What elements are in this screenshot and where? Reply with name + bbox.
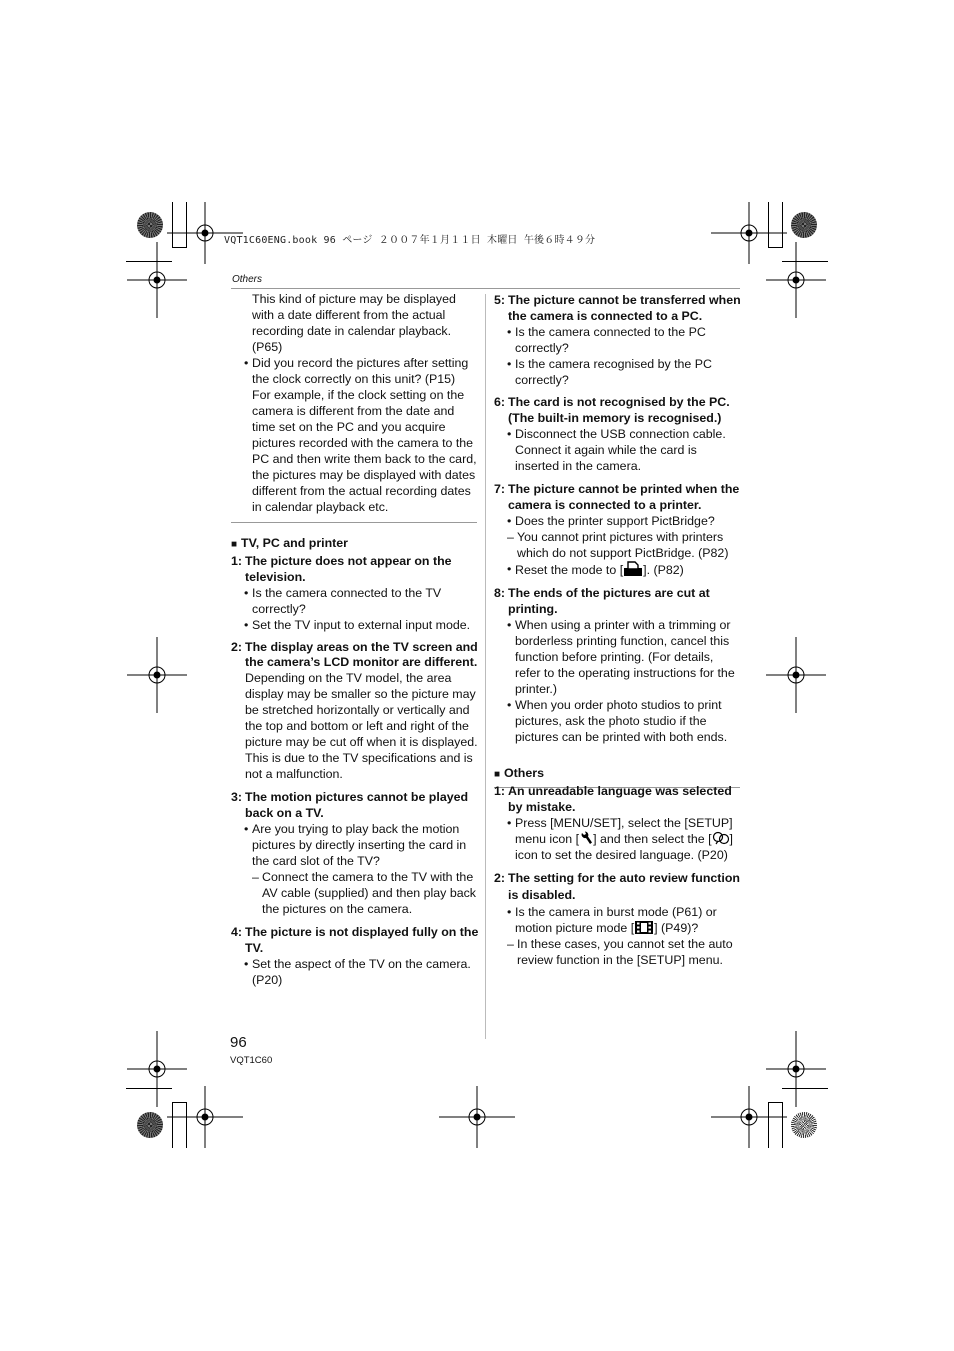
bullet-item: • Are you trying to play back the motion pictures by directly inserting the card in the card slot of the TV?	[244, 821, 479, 869]
header-rule	[231, 288, 740, 289]
bullet-item: • Does the printer support PictBridge?	[507, 513, 741, 529]
bullet-item: • When you order photo studios to print pictures, ask the photo studio if the pictures can be printed with both ends.	[507, 697, 741, 745]
language-icon	[712, 831, 730, 846]
dash-item: – You cannot print pictures with printers which do not support PictBridge. (P82)	[507, 529, 741, 561]
left-column	[231, 291, 479, 988]
bullet-item: • Set the aspect of the TV on the camera. (P20)	[244, 956, 479, 988]
section-heading-others: ■ Others	[494, 765, 741, 783]
question-3: 3: The motion pictures cannot be played back on a TV.	[231, 790, 469, 820]
dash-item: – Connect the camera to the TV with the AV cable (supplied) and then play back the pictures on the camera.	[252, 869, 479, 917]
bullet-item: • Is the camera in burst mode (P61) or motion picture mode [ ] (P49)?	[507, 904, 741, 936]
dash-item: – In these cases, you cannot set the auto review function in the [SETUP] menu.	[507, 936, 741, 968]
question-4: 4: The picture is not displayed fully on the TV.	[231, 925, 479, 955]
answer-text: Depending on the TV model, the area display may be smaller so the picture may be stretched horizontally or vertically and the top and bottom or left and right of the picture may be cut off when it is displayed. This is due to the TV specifications and is not a malfunction.	[245, 671, 478, 781]
bullet-item: • Disconnect the USB connection cable. Connect it again while the card is inserted in the camera.	[507, 426, 741, 474]
question-5: 5: The picture cannot be transferred when the camera is connected to a PC.	[494, 293, 741, 323]
model-code: VQT1C60	[230, 1055, 273, 1066]
motion-picture-icon	[634, 920, 654, 935]
bullet-item: • Is the camera connected to the TV correctly?	[244, 585, 479, 617]
bullet-item: • Did you record the pictures after setting the clock correctly on this unit? (P15) For example, if the clock setting on the camera is different from the date and time set on the PC and you acquire pictures recorded with the camera to the PC and then write them back to the card, the pictures may be displayed with dates different from the actual recording dates in calendar playback etc.	[244, 355, 479, 515]
page-number: 96	[230, 1034, 247, 1051]
wrench-icon	[579, 831, 593, 846]
others-question-2: 2: The setting for the auto review function is disabled.	[494, 871, 740, 902]
file-info-line: VQT1C60ENG.book 96 ページ ２００７年１月１１日 木曜日 午後６時４９分	[224, 235, 596, 246]
bullet-item: • Is the camera recognised by the PC correctly?	[507, 356, 741, 388]
question-1: 1: The picture does not appear on the television.	[231, 554, 452, 584]
question-7: 7: The picture cannot be printed when the camera is connected to a printer.	[494, 482, 740, 512]
others-question-1: 1: An unreadable language was selected by mistake.	[494, 784, 732, 814]
section-label: Others	[232, 274, 263, 285]
question-8: 8: The ends of the pictures are cut at printing.	[494, 586, 710, 616]
question-2: 2: The display areas on the TV screen and the camera’s LCD monitor are different.	[231, 640, 478, 669]
bullet-item: • Is the camera connected to the PC correctly?	[507, 324, 741, 356]
bullet-item: • When using a printer with a trimming or borderless printing function, cancel this function before printing. (For details, refer to the operating instructions for the printer.)	[507, 617, 741, 697]
section-heading-tv-pc-printer: ■ TV, PC and printer	[231, 535, 479, 553]
question-6: 6: The card is not recognised by the PC. (The built-in memory is recognised.)	[494, 395, 730, 425]
bullet-item: • Set the TV input to external input mode.	[244, 617, 479, 633]
column-divider	[485, 294, 486, 1039]
continued-paragraph: This kind of picture may be displayed with a date different from the actual recording date in calendar playback. (P65)	[252, 292, 456, 354]
bullet-item: • Press [MENU/SET], select the [SETUP] menu icon [ ] and then select the [ ] icon to set the desired language. (P20)	[507, 815, 741, 863]
right-column	[494, 292, 741, 968]
bullet-item: • Reset the mode to [ ]. (P82)	[507, 561, 741, 578]
print-mode-icon	[623, 561, 643, 577]
